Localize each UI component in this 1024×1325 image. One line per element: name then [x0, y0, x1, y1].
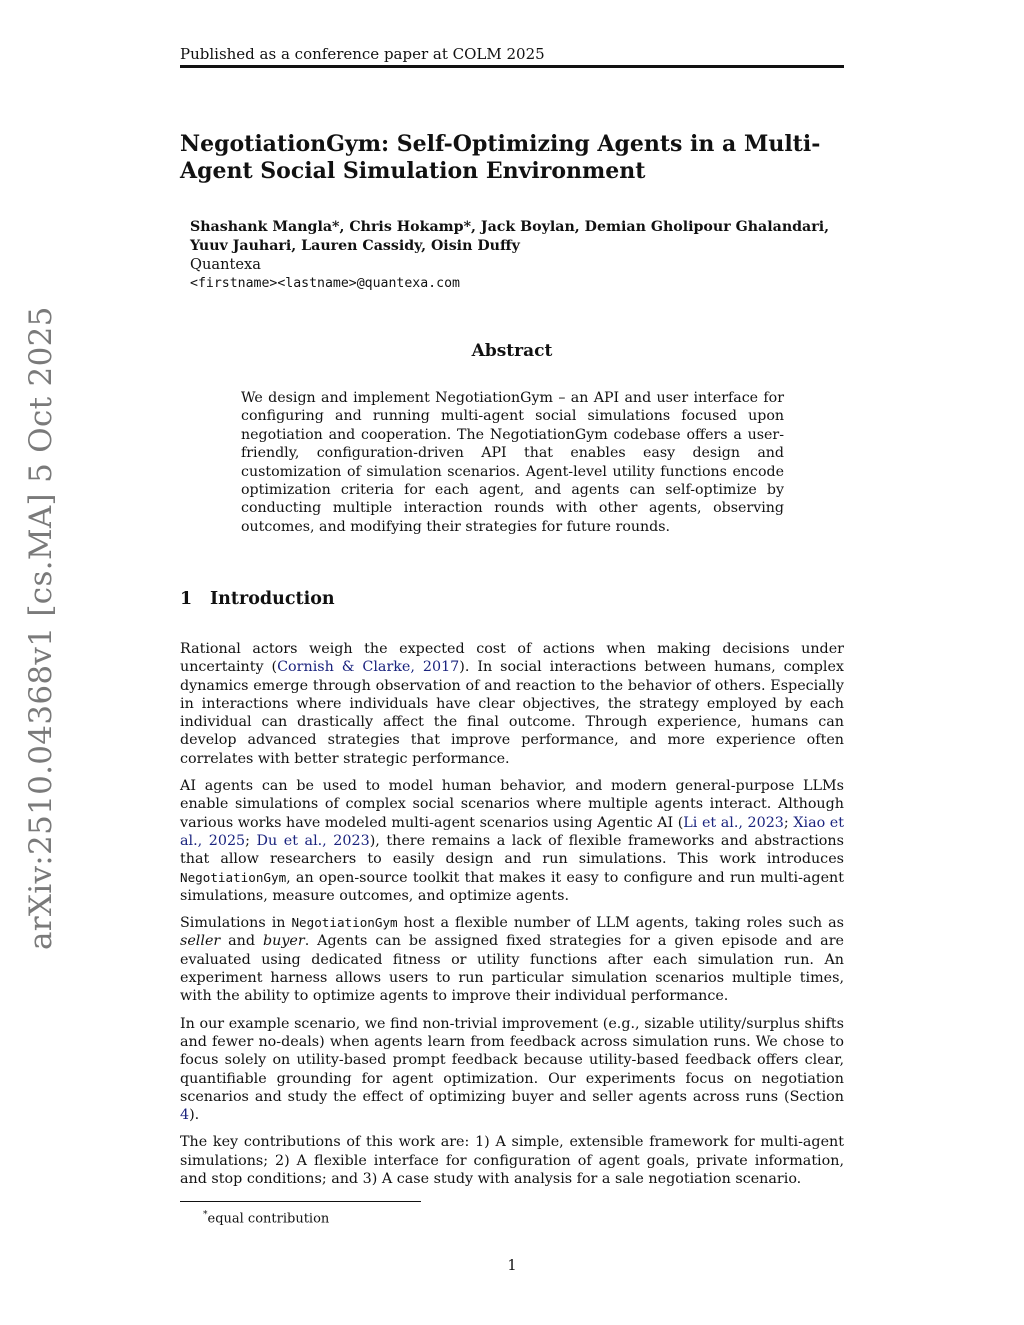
text-run: ). In social interactions between humans, complex dynamics emerge through observation of and reaction to the behavior of others. Especially in interactions where individuals have clear objectives, the strategy employed by each individual can drastically affect the final outcome. Through experience, humans can develop advanced strategies that improve performance, and more experience often correlates with better strategic performance.	[180, 659, 844, 767]
page-number: 1	[507, 1257, 517, 1274]
footnote-mark: *	[203, 1210, 208, 1220]
author-list	[190, 218, 850, 256]
citation-link-xiao[interactable]: Xiao et al., 2025	[180, 814, 844, 849]
paper-title: NegotiationGym: Self-Optimizing Agents in a Multi-Agent Social Simulation Environment	[180, 131, 821, 184]
author-email: <firstname><lastname>@quantexa.com	[190, 276, 460, 291]
footnote-rule	[180, 1201, 421, 1202]
text-run: host a flexible number of LLM agents, taking roles such as	[397, 915, 844, 932]
section-heading-introduction	[180, 588, 335, 610]
footnote-text: equal contribution	[207, 1211, 330, 1227]
text-run: ;	[245, 832, 257, 849]
intro-paragraph-1	[180, 640, 844, 768]
text-run: ).	[189, 1107, 200, 1124]
intro-paragraph-2	[180, 777, 844, 905]
intro-paragraph-5: The key contributions of this work are: 1) A simple, extensible framework for multi-agent simulations; 2) A flexible interface for configuration of agent goals, private information, and stop conditions; and 3) A case study with analysis for a sale negotiation scenario.	[180, 1134, 844, 1188]
author-line-1: Shashank Mangla*, Chris Hokamp*, Jack Boylan, Demian Gholipour Ghalandari,	[190, 219, 830, 235]
intro-paragraph-4	[180, 1015, 844, 1125]
code-term: NegotiationGym	[180, 869, 287, 885]
abstract-heading: Abstract	[471, 341, 553, 361]
affiliation: Quantexa	[190, 256, 261, 273]
text-run: ;	[783, 814, 794, 831]
section-title: Introduction	[210, 589, 335, 609]
section-reference-link[interactable]: 4	[180, 1107, 190, 1124]
header-rule	[180, 65, 844, 68]
abstract-text: We design and implement NegotiationGym – an API and user interface for configuring and running multi-agent social simulations focused upon negotiation and cooperation. The NegotiationGym codebase offers a user-friendly, configuration-driven API that enables easy design and customization of simulation scenarios. Agent-level utility functions encode optimization criteria for each agent, and agents can self-optimize by conducting multiple interaction rounds with other agents, observing outcomes, and modifying their strategies for future rounds.	[241, 390, 784, 535]
text-run: In our example scenario, we find non-trivial improvement (e.g., sizable utility/surplus shifts and fewer no-deals) when agents learn from feedback across simulation runs. We chose to focus solely on utility-based prompt feedback because utility-based feedback offers clear, quantifiable grounding for agent optimization. Our experiments focus on negotiation scenarios and study the effect of optimizing buyer and seller agents across runs (Section	[180, 1015, 844, 1105]
citation-link-li[interactable]: Li et al., 2023	[683, 814, 784, 831]
footnote	[203, 1206, 329, 1228]
introduction-body	[180, 640, 844, 1197]
text-run: , an open-source toolkit that makes it easy to configure and run multi-agent simulations, measure outcomes, and optimize agents.	[180, 869, 844, 904]
citation-link-cornish-clarke[interactable]: Cornish & Clarke, 2017	[277, 659, 460, 676]
running-header: Published as a conference paper at COLM 2025	[180, 45, 545, 63]
text-run: AI agents can be used to model human behavior, and modern general-purpose LLMs enable simulations of complex social scenarios where multiple agents interact. Although various works have modeled multi-agent scenarios using Agentic AI (	[180, 778, 844, 831]
text-run: and	[220, 933, 263, 950]
text-run: Simulations in	[180, 915, 292, 932]
text-run: ), there remains a lack of flexible frameworks and abstractions that allow researchers to easily design and run simulations. This work introduces	[180, 832, 844, 868]
arxiv-stamp: arXiv:2510.04368v1 [cs.MA] 5 Oct 2025	[23, 306, 59, 950]
author-line-2: Yuuv Jauhari, Lauren Cassidy, Oisin Duffy	[190, 238, 520, 254]
code-term: NegotiationGym	[291, 915, 398, 931]
section-number: 1	[180, 589, 193, 609]
text-run: Rational actors weigh the expected cost of actions when making decisions under uncertainty	[180, 641, 844, 676]
citation-link-du[interactable]: Du et al., 2023	[256, 832, 370, 849]
intro-paragraph-3	[180, 914, 844, 1005]
text-run: (	[271, 659, 278, 676]
text-run: . Agents can be assigned fixed strategies for a given episode and are evaluated using dedicated fitness or utility functions after each simulation run. An experiment harness allows users to run particular simulation scenarios multiple times, with the ability to optimize agents to improve their individual performance.	[180, 933, 844, 1005]
role-buyer: buyer	[262, 933, 305, 950]
role-seller: seller	[180, 933, 221, 950]
